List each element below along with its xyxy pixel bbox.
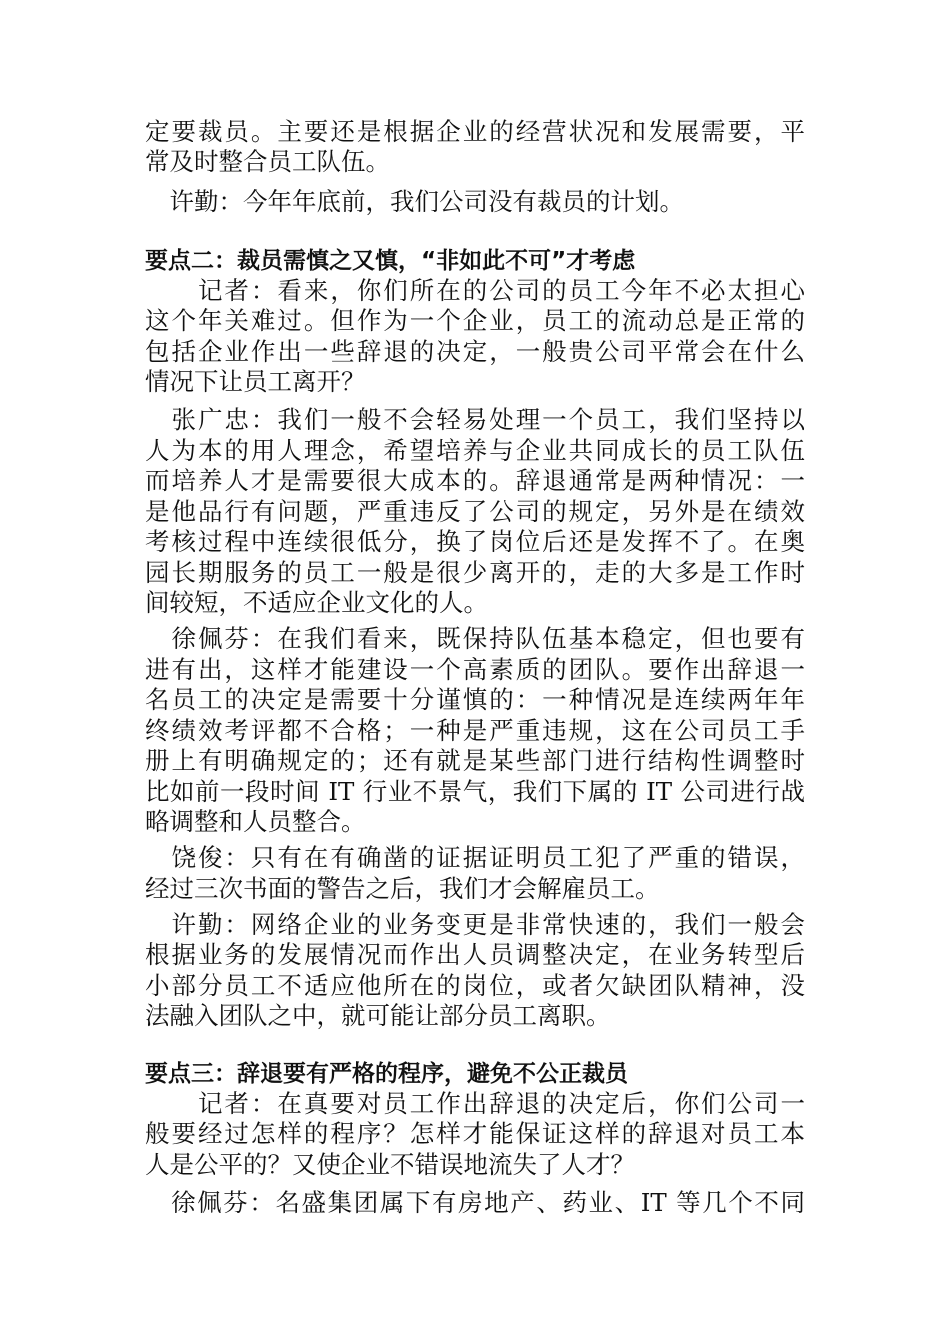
text-line: 终绩效考评都不合格；一种是严重违规，这在公司员工手 — [145, 716, 805, 745]
text-line: 记者：在真要对员工作出辞退的决定后，你们公司一 — [145, 1089, 805, 1118]
text-line: 根据业务的发展情况而作出人员调整决定，在业务转型后 — [145, 940, 805, 969]
text-line: 略调整和人员整合。 — [145, 807, 366, 836]
text-line: 常及时整合员工队伍。 — [145, 147, 390, 176]
text-line: 徐佩芬：名盛集团属下有房地产、药业、IT 等几个不同 — [145, 1188, 805, 1217]
text-line: 名员工的决定是需要十分谨慎的：一种情况是连续两年年 — [145, 685, 805, 714]
text-line: 徐佩芬：在我们看来，既保持队伍基本稳定，但也要有 — [145, 624, 805, 653]
text-line: 册上有明确规定的；还有就是某些部门进行结构性调整时 — [145, 746, 805, 775]
text-line: 饶俊：只有在有确凿的证据证明员工犯了严重的错误， — [145, 843, 805, 872]
text-line: 人为本的用人理念，希望培养与企业共同成长的员工队伍 — [145, 436, 805, 465]
text-line: 考核过程中连续很低分，换了岗位后还是发挥不了。在奥 — [145, 527, 805, 556]
text-line: 记者：看来，你们所在的公司的员工今年不必太担心 — [145, 276, 805, 305]
text-line: 是他品行有问题，严重违反了公司的规定，另外是在绩效 — [145, 497, 805, 526]
text-line: 间较短，不适应企业文化的人。 — [145, 588, 488, 617]
text-line: 小部分员工不适应他所在的岗位，或者欠缺团队精神，没 — [145, 971, 805, 1000]
text-line: 般要经过怎样的程序？怎样才能保证这样的辞退对员工本 — [145, 1119, 805, 1148]
text-line: 而培养人才是需要很大成本的。辞退通常是两种情况：一 — [145, 466, 805, 495]
text-line: 比如前一段时间 IT 行业不景气，我们下属的 IT 公司进行战 — [145, 777, 805, 806]
text-line: 这个年关难过。但作为一个企业，员工的流动总是正常的 — [145, 306, 805, 335]
text-line: 经过三次书面的警告之后，我们才会解雇员工。 — [145, 874, 660, 903]
text-line: 包括企业作出一些辞退的决定，一般贵公司平常会在什么 — [145, 337, 805, 366]
text-line: 定要裁员。主要还是根据企业的经营状况和发展需要，平 — [145, 117, 805, 146]
text-line: 情况下让员工离开？ — [145, 367, 366, 396]
text-line: 许勤：网络企业的业务变更是非常快速的，我们一般会 — [145, 910, 805, 939]
text-line: 许勤：今年年底前，我们公司没有裁员的计划。 — [145, 187, 684, 216]
text-line: 法融入团队之中，就可能让部分员工离职。 — [145, 1001, 611, 1030]
text-line: 人是公平的？又使企业不错误地流失了人才？ — [145, 1150, 635, 1179]
section-heading: 要点三：辞退要有严格的程序，避免不公正裁员 — [145, 1061, 628, 1087]
section-heading: 要点二：裁员需慎之又慎，“非如此不可”才考虑 — [145, 248, 636, 274]
text-line: 进有出，这样才能建设一个高素质的团队。要作出辞退一 — [145, 655, 805, 684]
text-line: 园长期服务的员工一般是很少离开的，走的大多是工作时 — [145, 558, 805, 587]
text-line: 张广忠：我们一般不会轻易处理一个员工，我们坚持以 — [145, 405, 805, 434]
